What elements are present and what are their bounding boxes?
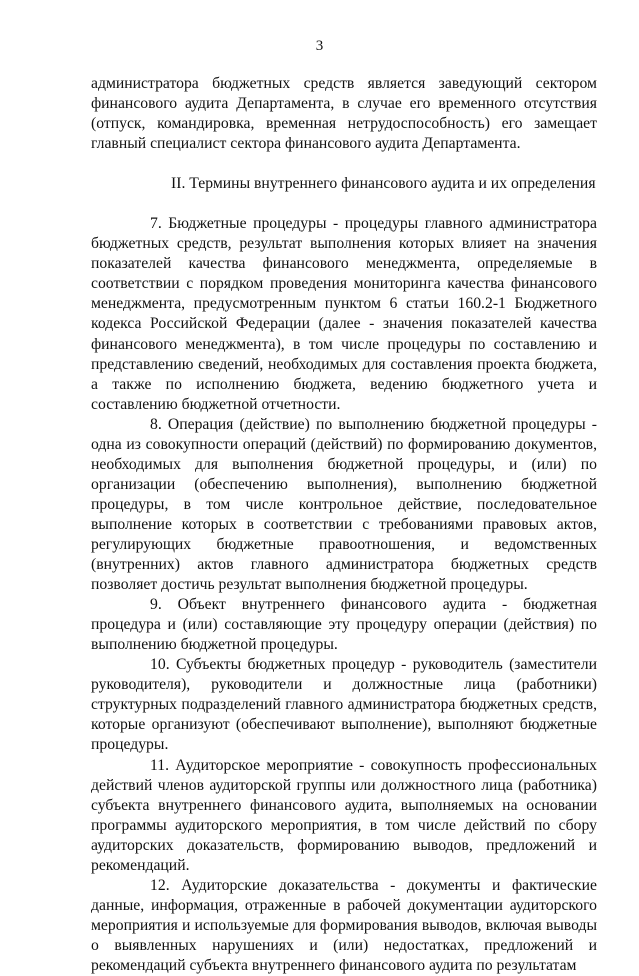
paragraph-12: 12. Аудиторские доказательства - документы и фактические данные, информация, отраженные в рабочей документации аудиторского мероприятия и используемые для формирования выводов, включая выводы о выявленных нарушениях и (или) недостатках, предложений и рекомендаций субъекта внутреннего финансового аудита по результатам (91, 876, 597, 974)
paragraph-7: 7. Бюджетные процедуры - процедуры главного администратора бюджетных средств, результат выполнения которых влияет на значения показателей качества финансового менеджмента, определяемые в соответствии с порядком проведения мониторинга качества финансового менеджмента, предусмотренным пунктом 6 статьи 160.2-1 Бюджетного кодекса Российской Федерации (далее - значения показателей качества финансового менеджмента), в том числе процедуры по составлению и представлению сведений, необходимых для составления проекта бюджета, а также по исполнению бюджета, ведению бюджетного учета и составлению бюджетной отчетности. (91, 215, 597, 413)
paragraph-8: 8. Операция (действие) по выполнению бюджетной процедуры - одна из совокупности операций (действий) по формированию документов, необходимых для выполнения бюджетной процедуры, и (или) по организации (обеспечению выполнения), выполнению бюджетной процедуры, в том числе контрольное действие, последовательное выполнение которых в соответствии с требованиями правовых актов, регулирующих бюджетные правоотношения, и ведомственных (внутренних) актов главного администратора бюджетных средств позволяет достичь результат выполнения бюджетной процедуры. (91, 415, 597, 594)
paragraph-10: 10. Субъекты бюджетных процедур - руководитель (заместители руководителя), руководители и должностные лица (работники) структурных подразделений главного администратора бюджетных средств, которые организуют (обеспечивают выполнение), выполняют бюджетные процедуры. (91, 656, 597, 754)
document-body (91, 74, 597, 976)
section-spacer (91, 154, 597, 174)
paragraph-9: 9. Объект внутреннего финансового аудита - бюджетная процедура и (или) составляющие эту процедуру операции (действия) по выполнению бюджетной процедуры. (91, 596, 597, 654)
paragraph-11: 11. Аудиторское мероприятие - совокупность профессиональных действий членов аудиторской группы или должностного лица (работника) субъекта внутреннего финансового аудита, выполняемых на основании программы аудиторского мероприятия, в том числе действий по сбору аудиторских доказательств, формированию выводов, предложений и рекомендаций. (91, 756, 597, 874)
section-spacer (91, 194, 597, 214)
section-heading: II. Термины внутреннего финансового аудита и их определения (171, 175, 596, 193)
page-number: 3 (315, 38, 324, 54)
paragraph-intro-continuation: администратора бюджетных средств является заведующий сектором финансового аудита Департамента, в случае его временного отсутствия (отпуск, командировка, временная нетрудоспособность) его замещает главный специалист сектора финансового аудита Департамента. (91, 75, 597, 153)
